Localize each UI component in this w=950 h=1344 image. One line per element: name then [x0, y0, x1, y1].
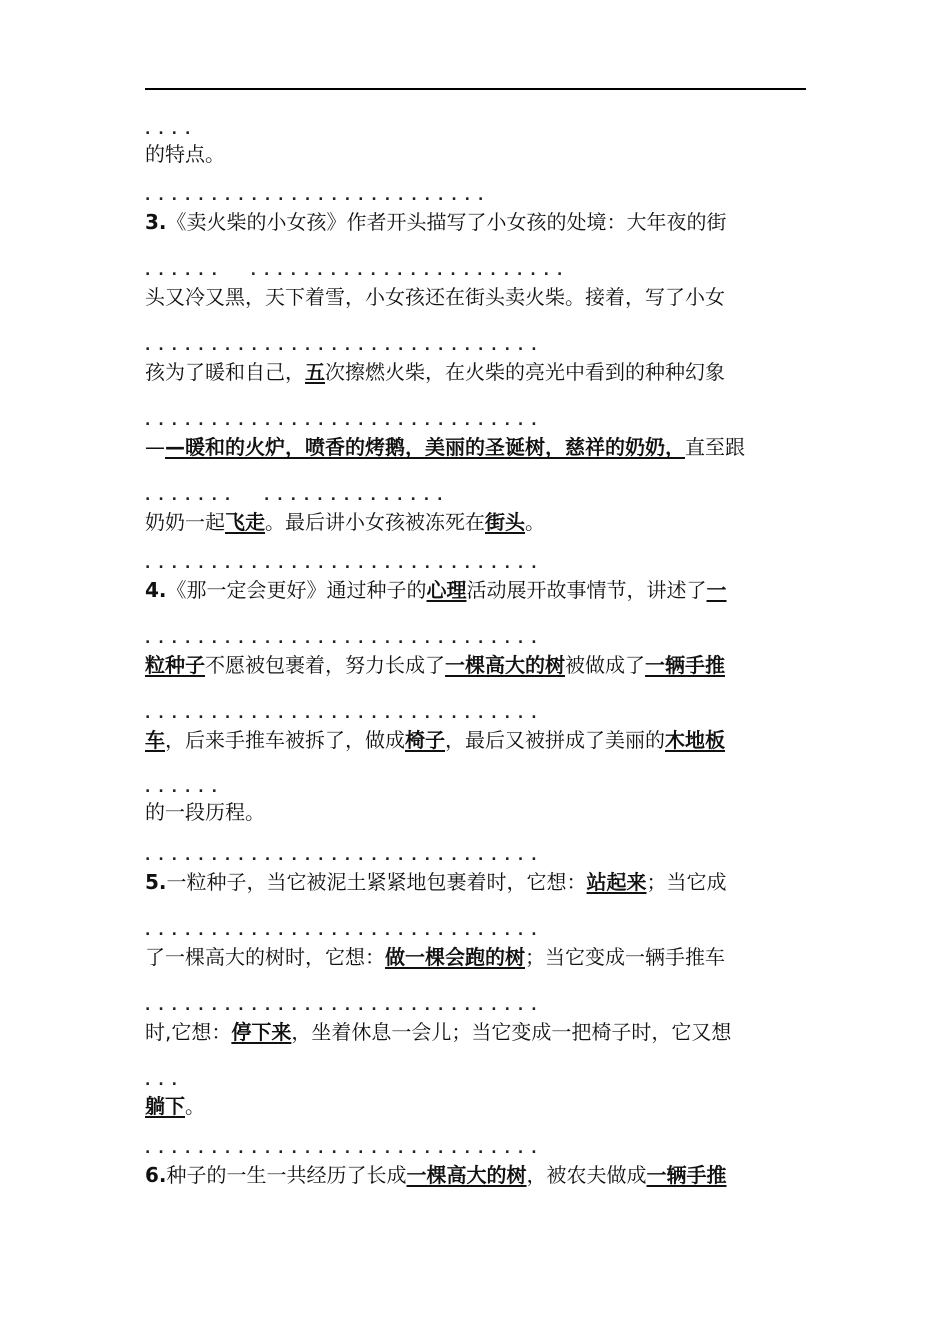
question-4-line	[145, 576, 806, 604]
text: 《那一定会更好》通过种子的	[166, 578, 427, 602]
text-line	[145, 798, 806, 826]
answer: 一辆手推	[645, 653, 725, 677]
emphasis-dots: ..............................	[145, 631, 545, 647]
text-line	[145, 140, 806, 168]
answer: 椅子	[405, 728, 445, 752]
text: 活动展开故事情节，讲述了	[466, 578, 707, 602]
emphasis-dots: ..............................	[145, 1141, 545, 1157]
text: ；当它成	[646, 870, 727, 894]
answer: 站起来	[586, 870, 647, 894]
text: 。最后讲小女孩被冻死在	[265, 510, 485, 534]
answer: 一辆手推	[646, 1163, 727, 1187]
emphasis-dots: ..............................	[145, 923, 545, 939]
text-line	[145, 1018, 806, 1046]
answer: 飞走	[225, 510, 265, 534]
text: ；当它变成一辆手推车	[525, 945, 725, 969]
emphasis-dots: ..............................	[145, 413, 545, 429]
emphasis-dots: ....	[145, 122, 199, 138]
text: 的特点。	[145, 142, 225, 166]
text: 不愿被包裹着，努力长成了	[205, 653, 445, 677]
question-6-line	[145, 1161, 806, 1189]
text-line	[145, 651, 806, 679]
text: ，后来手推车被拆了，做成	[165, 728, 405, 752]
answer: 躺下	[145, 1094, 185, 1118]
emphasis-dots: ..............................	[145, 556, 545, 572]
text-line	[145, 1092, 806, 1120]
text: 一粒种子，当它被泥土紧紧地包裹着时，它想：	[166, 870, 587, 894]
text-line	[145, 943, 806, 971]
question-number: 5.	[145, 870, 167, 894]
question-3-line	[145, 208, 806, 236]
text: 直至跟	[685, 435, 745, 459]
emphasis-dots: ..............................	[145, 998, 545, 1014]
text: 《卖火柴的小女孩》作者开头描写了小女孩的处境：大年夜的街	[166, 210, 727, 234]
text: 被做成了	[565, 653, 645, 677]
text: 头又冷又黑，天下着雪，小女孩还在街头卖火柴。接着，写了小女	[145, 285, 725, 309]
text: ，坐着休息一会儿；当它变成一把椅子时，它又想	[291, 1020, 732, 1044]
emphasis-dots: ...	[145, 1073, 185, 1089]
answer: 车	[145, 728, 165, 752]
text: 时,它想：	[145, 1020, 232, 1044]
text-line	[145, 726, 806, 754]
answer: 五	[305, 360, 325, 384]
emphasis-dots: ....... ..............	[145, 488, 451, 504]
text-line	[145, 358, 806, 386]
emphasis-dots: ..............................	[145, 338, 545, 354]
text: —	[145, 435, 165, 459]
text: 奶奶一起	[145, 510, 225, 534]
answer: 一棵高大的树	[406, 1163, 527, 1187]
answer: 粒种子	[145, 653, 205, 677]
text-line	[145, 283, 806, 311]
text: 的一段历程。	[145, 800, 265, 824]
emphasis-dots: ..............................	[145, 706, 545, 722]
text-line	[145, 433, 806, 461]
text: 种子的一生一共经历了长成	[166, 1163, 407, 1187]
answer: 街头	[485, 510, 525, 534]
text: ，最后又被拼成了美丽的	[445, 728, 665, 752]
answer: 木地板	[665, 728, 725, 752]
question-5-line	[145, 868, 806, 896]
emphasis-dots: ..........................	[145, 188, 492, 204]
text: 次擦燃火柴，在火柴的亮光中看到的种种幻象	[325, 360, 725, 384]
answer: —暖和的火炉，喷香的烤鹅，美丽的圣诞树，慈祥的奶奶，	[165, 435, 685, 459]
emphasis-dots: ......	[145, 780, 225, 796]
text-line	[145, 508, 806, 536]
text: 。	[185, 1094, 205, 1118]
text: 。	[525, 510, 545, 534]
question-number: 6.	[145, 1163, 167, 1187]
answer: 做一棵会跑的树	[385, 945, 525, 969]
text: 了一棵高大的树时，它想：	[145, 945, 385, 969]
top-rule	[145, 88, 806, 90]
text: 孩为了暖和自己，	[145, 360, 305, 384]
text: ，被农夫做成	[526, 1163, 647, 1187]
answer: 一	[706, 578, 727, 602]
question-number: 3.	[145, 210, 167, 234]
answer: 心理	[426, 578, 467, 602]
answer: 一棵高大的树	[445, 653, 565, 677]
emphasis-dots: ...... ........................	[145, 263, 571, 279]
emphasis-dots: ..............................	[145, 848, 545, 864]
answer: 停下来	[231, 1020, 292, 1044]
question-number: 4.	[145, 578, 167, 602]
